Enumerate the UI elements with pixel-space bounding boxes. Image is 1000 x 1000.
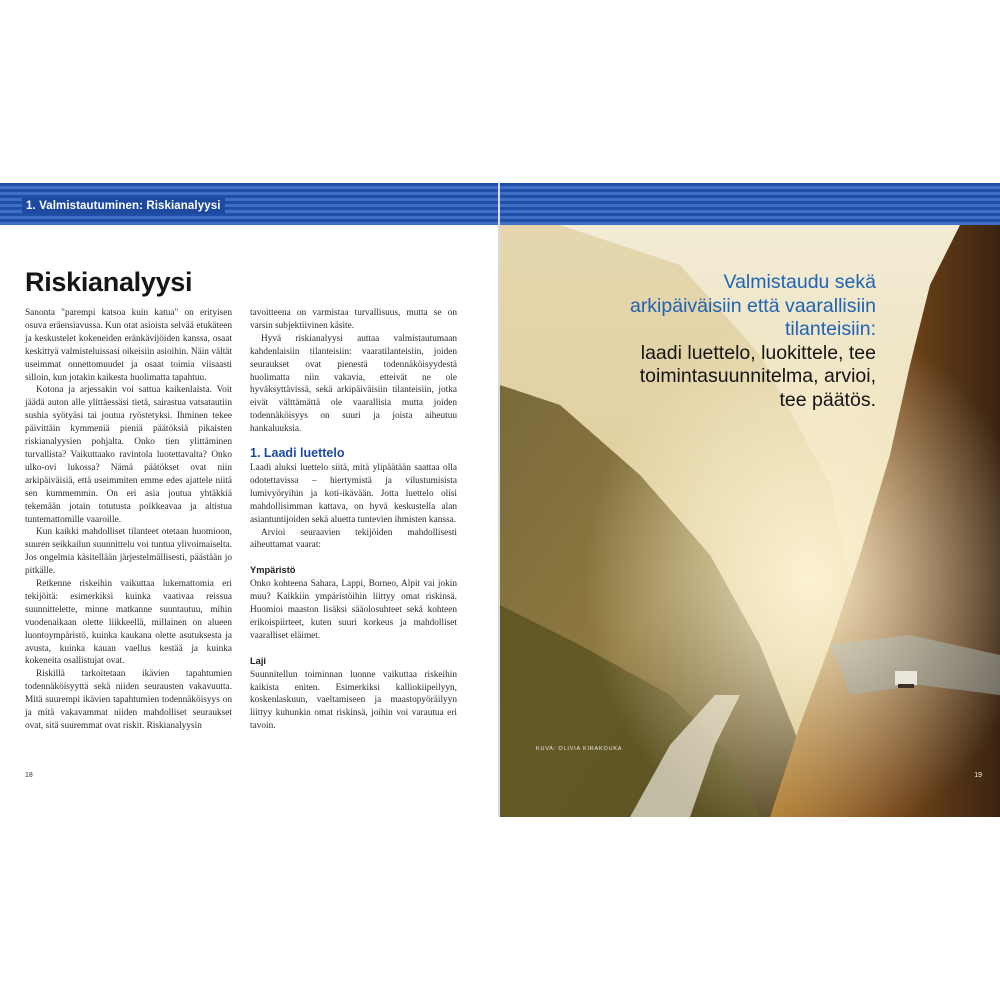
header-band-right bbox=[500, 183, 1000, 225]
paragraph: Kun kaikki mahdolliset tilanteet otetaan huomioon, suuren seikkailun suunnittelu voi tuntua ylivoimaiselta. Jos ongelmia käsitellään järjestelmällisesti, päästään jo pitkälle. bbox=[25, 527, 232, 577]
photo-credit: KUVA: OLIVIA KIRAKOUKA bbox=[536, 746, 623, 752]
right-page bbox=[500, 183, 1000, 817]
paragraph: Onko kohteena Sahara, Lappi, Borneo, Alpit vai jokin muu? Kaikkiin ympäristöihin liittyy omat riskinsä. Huomioi maaston lisäksi sääolosuhteet sekä kohteen erikoispiirteet, kuten suuri korkeus ja mahdolliset vaaralliset eläimet. bbox=[250, 579, 457, 641]
paragraph: Kotona ja arjessakin voi sattua kaikenlaista. Voit jäädä auton alle ylittäessäsi tietä, sairastua vatsatautiin sushia syötyäsi tai joutua ryöstetyksi. Ihminen tekee päivittäin kymmeniä pieniä päätöksiä pikaisten riskianalyysien pohjalta. Onko tien ylittäminen turvallista? Vaikuttaako ravintola luotettavalta? Onko ulko-ovi lukossa? Nämä päätökset ovat niin arkipäiväisiä, että useimmiten emme edes ajattele niitä sen kummemmin. On eri asia joutua yhtäkkiä tekemään jotain totutusta poikkeavaa ja altistua tuntemattomille vaaroille. bbox=[25, 385, 232, 525]
page-number-right: 19 bbox=[974, 772, 982, 779]
book-spread bbox=[0, 183, 1000, 817]
subheading-environment: Ympäristö bbox=[250, 565, 296, 576]
paragraph: tavoitteena on varmistaa turvallisuus, mutta se on varsin subjektiivinen käsite. bbox=[250, 308, 457, 331]
section-header-band bbox=[0, 183, 498, 225]
paragraph: Sanonta "parempi katsoa kuin katua" on erityisen osuva eräensiavussa. Kun otat asioista selvää etukäteen ja keskustelet kokeneiden eränkävijöiden kanssa, osaat keskittyä valmisteluissasi oikeisiin asioihin. Näin vältät useimmat onnettomuudet ja osaat toimia viisaasti silloin, kun jotakin kaikesta huolimatta tapahtuu. bbox=[25, 308, 232, 383]
section-heading: 1. Laadi luettelo bbox=[250, 446, 345, 461]
paragraph: Arvioi seuraavien tekijöiden mahdollisesti aiheuttamat vaarat: bbox=[250, 527, 457, 551]
page-title: Riskianalyysi bbox=[25, 267, 193, 297]
paragraph: Retkenne riskeihin vaikuttaa lukemattomia eri tekijöitä: esimerkiksi kuinka vaativaa reissua suunnittelette, minne matkanne suuntautuu, mihin vuodenaikaan olette liikkeellä, millainen on alueen luontoympäristö, kuinka kaukana olette asutuksesta ja avusta, kuinka kauan vaellus kestää ja kuinka kokeneita osallistujat ovat. bbox=[25, 579, 232, 667]
text-column-1 bbox=[25, 307, 232, 733]
page-number-left: 18 bbox=[25, 772, 33, 779]
pull-quote-body: laadi luettelo, luokittele, tee toimintasuunnitelma, arvioi, tee päätös. bbox=[639, 341, 876, 411]
paragraph: Laadi aluksi luettelo siitä, mitä ylipäätään saattaa olla odotettavissa – hiertymistä ja vilustumisista lumivyöryihin ja koti-ikävään. Jotta luettelo olisi mahdollisimman kattava, on hyvä keskustella alan asiantuntijoiden sekä aluetta tuntevien ihmisten kanssa. bbox=[250, 462, 457, 525]
pull-quote bbox=[620, 271, 876, 412]
text-column-2 bbox=[250, 307, 457, 733]
pull-quote-accent: Valmistaudu sekä arkipäiväisiin että vaarallisiin tilanteisiin: bbox=[629, 271, 876, 340]
left-page bbox=[0, 183, 498, 817]
paragraph: Suunnitellun toiminnan luonne vaikuttaa riskeihin kaikista eniten. Esimerkiksi kalliokiipeilyyn, koskenlaskuun, vaeltamiseen ja maastopyöräilyyn liittyy kuhunkin omat riskinsä, joihin voi varautua eri tavoin. bbox=[250, 669, 457, 732]
section-header-label: 1. Valmistautuminen: Riskianalyysi bbox=[22, 198, 225, 214]
subheading-sport: Laji bbox=[250, 655, 267, 666]
paragraph: Riskillä tarkoitetaan ikävien tapahtumien todennäköisyyttä sekä niiden seurausten vakavuutta. Mitä suurempi ikävien tapahtumien todennäköisyys on ja mitä vakavammat niiden mahdolliset seuraukset ovat, sitä suuremmat ovat riskit. Riskianalyysin bbox=[25, 669, 232, 731]
paragraph: Hyvä riskianalyysi auttaa valmistautumaan kahdenlaisiin tilanteisiin: vaaratilanteisiin, joiden seuraukset ovat pienestä todennäköisyydestä huolimatta niin vakavia, etteivät ne ole hyväksyttävissä, sekä arkipäiväisiin tilanteisiin, jotka eivät välttämättä ole vaarallisia mutta joiden todennäköisyys on suuri ja joista aiheutuu hankaluuksia. bbox=[250, 333, 457, 435]
